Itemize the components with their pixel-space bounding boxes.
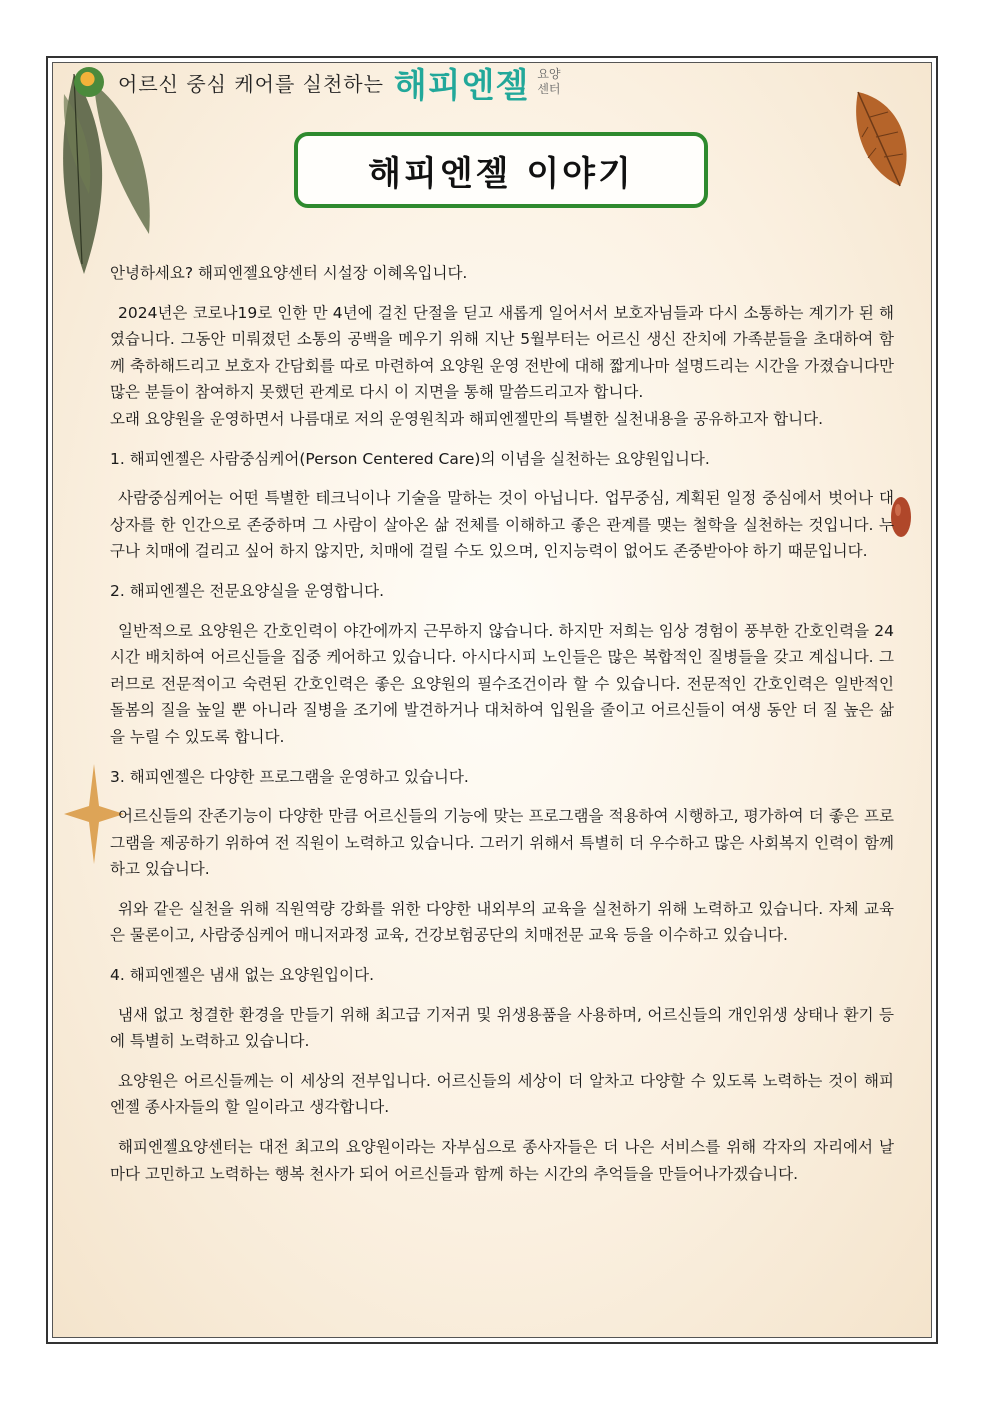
section-4-text: 냄새 없고 청결한 환경을 만들기 위해 최고급 기저귀 및 위생용품을 사용하며, 어르신들의 개인위생 상태나 환기 등에 특별히 노력하고 있습니다. [110,1005,894,1051]
closing-paragraph-2: 해피엔젤요양센터는 대전 최고의 요양원이라는 자부심으로 종사자들은 더 나은 서비스를 위해 각자의 자리에서 날마다 고민하고 노력하는 행복 천사가 되어 어르신들과 함께 하는 시간의 추억들을 만들어나가겠습니다. [110,1138,894,1183]
closing-paragraph-1: 요양원은 어르신들께는 이 세상의 전부입니다. 어르신들의 세상이 더 알차고 다양할 수 있도록 노력하는 것이 해피엔젤 종사자들의 할 일이라고 생각합니다. [110,1071,894,1117]
brand-sub-line-1: 요양 [537,67,561,81]
greeting: 안녕하세요? 해피엔젤요양센터 시설장 이혜옥입니다. [110,264,468,282]
section-1-text: 사람중심케어는 어떤 특별한 테크닉이나 기술을 말하는 것이 아닙니다. 업무중심, 계획된 일정 중심에서 벗어나 대상자를 한 인간으로 존중하며 그 사람이 살아온 삶 전체를 이해하고 좋은 관계를 맺는 철학을 실천하는 것입니다. 누구나 치매에 걸리고 싶어 하지 않지만, 치매에 걸릴 수도 있으며, 인지능력이 없어도 존중받아야 하기 때문입니다. [110,489,894,561]
section-3-text-2: 위와 같은 실천을 위해 직원역량 강화를 위한 다양한 내외부의 교육을 실천하기 위해 노력하고 있습니다. 자체 교육은 물론이고, 사람중심케어 매니저과정 교육, 건강보험공단의 치매전문 교육 등을 이수하고 있습니다. [110,899,894,945]
section-1-heading: 1. 해피엔젤은 사람중심케어(Person Centered Care)의 이념을 실천하는 요양원입니다. [110,449,710,468]
section-3-heading: 3. 해피엔젤은 다양한 프로그램을 운영하고 있습니다. [110,767,469,786]
brand-name: 해피엔젤 [393,65,530,106]
intro-paragraph-1: 2024년은 코로나19로 인한 만 4년에 걸친 단절을 딛고 새롭게 일어서서 보호자님들과 다시 소통하는 계기가 된 해였습니다. 그동안 미뤄졌던 소통의 공백을 메우기 위해 지난 5월부터는 어르신 생신 잔치에 가족분들을 초대하여 함께 축하해드리고 보호자 간담회를 따로 마련하여 요양원 운영 전반에 대해 짧게나마 설명드리는 시간을 가졌습니다만 많은 분들이 참여하지 못했던 관계로 다시 이 지면을 통해 말씀드리고자 합니다. [110,303,894,402]
intro-paragraph-2: 오래 요양원을 운영하면서 나름대로 저의 운영원칙과 해피엔젤만의 특별한 실천내용을 공유하고자 합니다. [110,409,824,428]
brand-sub-line-2: 센터 [537,82,561,96]
page-title-box [294,132,708,208]
section-4-heading: 4. 해피엔젤은 냄새 없는 요양원입이다. [110,966,375,985]
article-body [110,260,894,1187]
logo-icon [74,67,104,97]
section-2-heading: 2. 해피엔젤은 전문요양실을 운영합니다. [110,581,385,600]
tagline: 어르신 중심 케어를 실천하는 [118,71,384,96]
autumn-leaf-decoration [848,82,918,192]
section-3-text-1: 어르신들의 잔존기능이 다양한 만큼 어르신들의 기능에 맞는 프로그램을 적용하여 시행하고, 평가하여 더 좋은 프로그램을 제공하기 위하여 전 직원이 노력하고 있습니다. 그러기 위해서 특별히 더 우수하고 많은 사회복지 인력이 함께하고 있습니다. [110,807,894,879]
header [70,62,561,106]
brand-sub [537,67,560,97]
page-title: 해피엔젤 이야기 [368,153,634,194]
section-2-text: 일반적으로 요양원은 간호인력이 야간에까지 근무하지 않습니다. 하지만 저희는 임상 경험이 풍부한 간호인력을 24시간 배치하여 어르신들을 집중 케어하고 있습니다. 아시다시피 노인들은 많은 복합적인 질병들을 갖고 계십니다. 그러므로 전문적이고 숙련된 간호인력은 좋은 요양원의 필수조건이라 할 수 있습니다. 전문적인 간호인력은 일반적인 돌봄의 질을 높일 뿐 아니라 질병을 조기에 발견하거나 대처하여 입원을 줄이고 어르신들이 여생 동안 더 질 높은 삶을 누릴 수 있도록 합니다. [110,621,894,746]
